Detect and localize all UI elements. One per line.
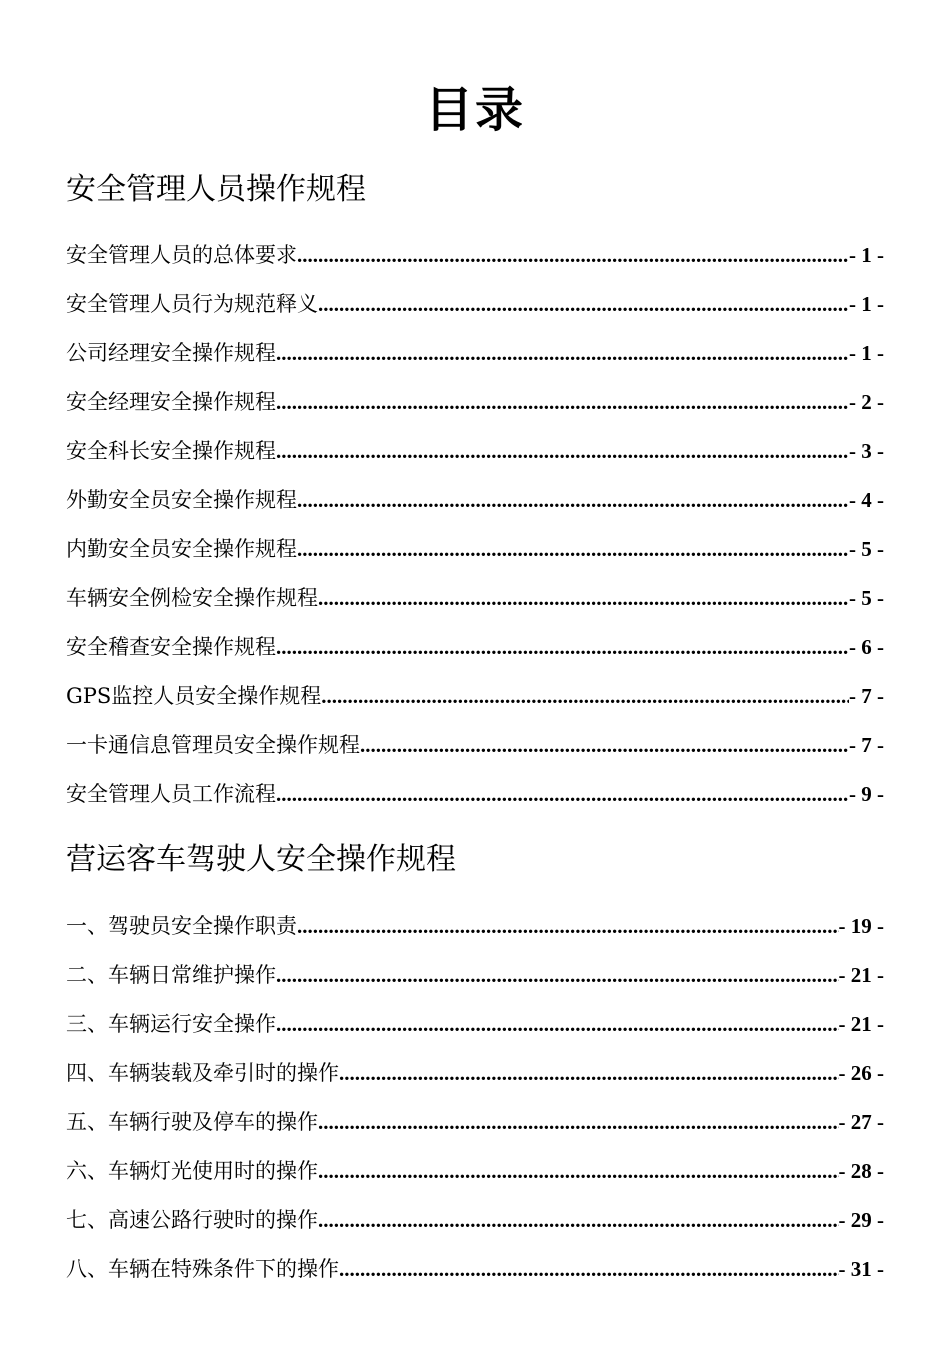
toc-entry[interactable] — [66, 583, 884, 632]
toc-entry-label: 车辆安全例检安全操作规程 — [66, 586, 318, 610]
toc-entry-page: - 21 - — [838, 1012, 884, 1036]
toc-entry[interactable] — [66, 1205, 884, 1254]
toc-entry[interactable] — [66, 730, 884, 779]
toc-entry-page: - 1 - — [849, 292, 884, 316]
toc-entry-page: - 28 - — [838, 1159, 884, 1183]
toc-entry-label: 一、驾驶员安全操作职责 — [66, 914, 297, 938]
toc-entry[interactable] — [66, 436, 884, 485]
toc-entry-page: - 5 - — [849, 537, 884, 561]
dot-leader — [297, 485, 849, 515]
dot-leader — [297, 534, 849, 564]
toc-entry-label: 安全管理人员工作流程 — [66, 782, 276, 806]
toc-entry-label: 八、车辆在特殊条件下的操作 — [66, 1257, 339, 1281]
toc-entry-page: - 7 - — [849, 733, 884, 757]
toc-entry-page: - 9 - — [849, 782, 884, 806]
page-title: 目录 — [424, 82, 525, 138]
dot-leader — [318, 583, 849, 613]
dot-leader — [339, 1058, 839, 1088]
dot-leader — [276, 960, 839, 990]
dot-leader — [276, 436, 849, 466]
toc-entry-page: - 21 - — [838, 963, 884, 987]
toc-entry-label: 安全管理人员的总体要求 — [66, 243, 297, 267]
toc-entry[interactable] — [66, 1058, 884, 1107]
toc-entry-label: 公司经理安全操作规程 — [66, 341, 276, 365]
toc-entry-label: 内勤安全员安全操作规程 — [66, 537, 297, 561]
dot-leader — [276, 1009, 839, 1039]
toc-entry-label: 安全管理人员行为规范释义 — [66, 292, 318, 316]
toc-entry[interactable] — [66, 681, 884, 730]
toc-entry-page: - 19 - — [838, 914, 884, 938]
toc-entry-label: 七、高速公路行驶时的操作 — [66, 1208, 318, 1232]
dot-leader — [321, 681, 849, 711]
toc-entry[interactable] — [66, 632, 884, 681]
toc-entry-page: - 27 - — [838, 1110, 884, 1134]
dot-leader — [318, 1107, 839, 1137]
dot-leader — [297, 911, 839, 941]
toc-entry-page: - 29 - — [838, 1208, 884, 1232]
toc-entry-page: - 1 - — [849, 341, 884, 365]
toc-entry[interactable] — [66, 338, 884, 387]
toc-entry-page: - 7 - — [849, 684, 884, 708]
toc-entry[interactable] — [66, 240, 884, 289]
section-heading-safety-management: 安全管理人员操作规程 — [66, 172, 366, 207]
toc-entry[interactable] — [66, 911, 884, 960]
toc-entry-label: 一卡通信息管理员安全操作规程 — [66, 733, 360, 757]
toc-entry-page: - 31 - — [838, 1257, 884, 1281]
dot-leader — [276, 387, 849, 417]
toc-entry-label: 五、车辆行驶及停车的操作 — [66, 1110, 318, 1134]
toc-entry-page: - 1 - — [849, 243, 884, 267]
toc-entry[interactable] — [66, 485, 884, 534]
toc-entry[interactable] — [66, 1254, 884, 1303]
toc-entry-label: 四、车辆装载及牵引时的操作 — [66, 1061, 339, 1085]
dot-leader — [318, 1156, 839, 1186]
toc-entry-page: - 6 - — [849, 635, 884, 659]
toc-entry[interactable] — [66, 1107, 884, 1156]
toc-entry-page: - 3 - — [849, 439, 884, 463]
dot-leader — [360, 730, 849, 760]
section-heading-bus-driver: 营运客车驾驶人安全操作规程 — [66, 842, 456, 877]
toc-entry[interactable] — [66, 387, 884, 436]
dot-leader — [297, 240, 849, 270]
toc-entry-page: - 26 - — [838, 1061, 884, 1085]
toc-entry[interactable] — [66, 779, 884, 828]
toc-entry-label: 外勤安全员安全操作规程 — [66, 488, 297, 512]
toc-entry-label: GPS监控人员安全操作规程 — [66, 684, 322, 708]
toc-entry-page: - 4 - — [849, 488, 884, 512]
toc-list-safety-management — [66, 240, 884, 828]
toc-entry-label: 二、车辆日常维护操作 — [66, 963, 276, 987]
toc-list-bus-driver — [66, 911, 884, 1303]
toc-entry-page: - 5 - — [849, 586, 884, 610]
toc-entry[interactable] — [66, 960, 884, 1009]
dot-leader — [318, 1205, 839, 1235]
dot-leader — [276, 779, 849, 809]
toc-entry[interactable] — [66, 1009, 884, 1058]
dot-leader — [318, 289, 849, 319]
dot-leader — [276, 632, 849, 662]
dot-leader — [339, 1254, 839, 1284]
toc-entry-label: 安全科长安全操作规程 — [66, 439, 276, 463]
toc-entry-label: 六、车辆灯光使用时的操作 — [66, 1159, 318, 1183]
toc-entry[interactable] — [66, 289, 884, 338]
toc-entry-label: 安全稽查安全操作规程 — [66, 635, 276, 659]
dot-leader — [276, 338, 849, 368]
toc-entry[interactable] — [66, 534, 884, 583]
toc-entry[interactable] — [66, 1156, 884, 1205]
toc-entry-label: 安全经理安全操作规程 — [66, 390, 276, 414]
toc-entry-label: 三、车辆运行安全操作 — [66, 1012, 276, 1036]
toc-entry-page: - 2 - — [849, 390, 884, 414]
